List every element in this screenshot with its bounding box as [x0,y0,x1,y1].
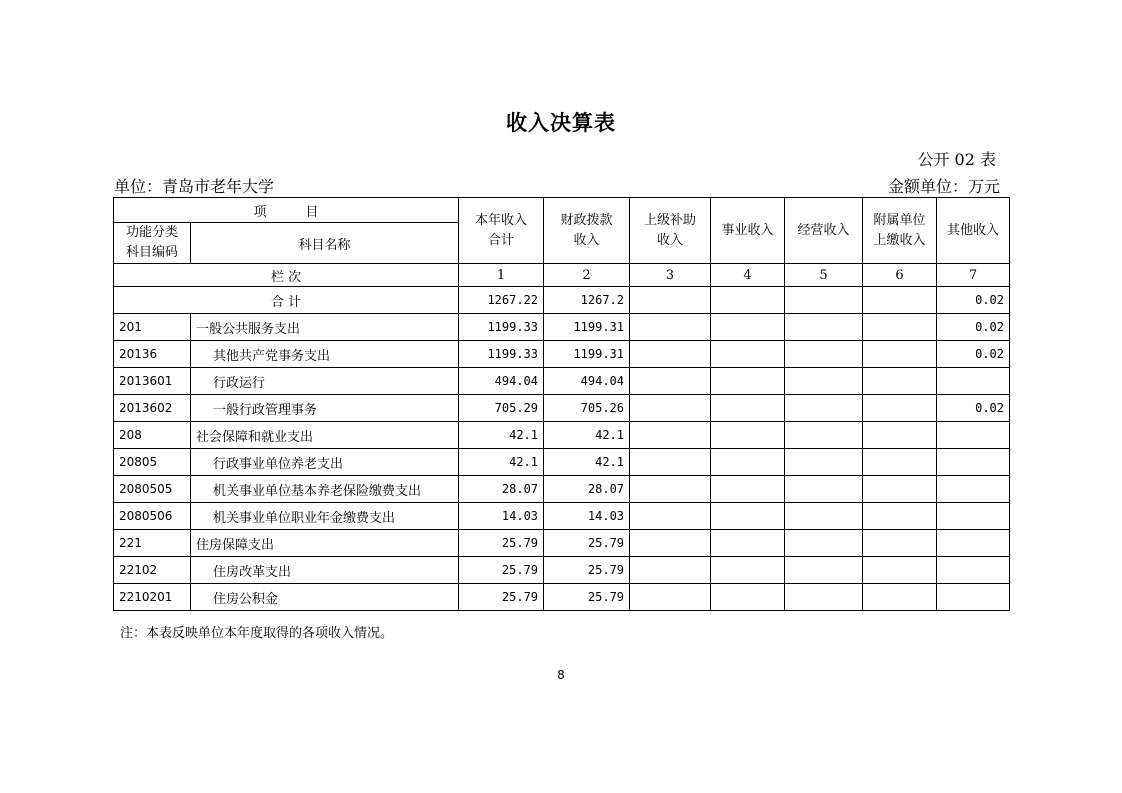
row-name: 机关事业单位职业年金缴费支出 [191,503,459,530]
row-value: 28.07 [544,476,630,503]
row-value [937,584,1010,611]
form-number: 公开 02 表 [917,150,996,169]
row-value [785,503,863,530]
row-value [630,584,711,611]
table-row [114,503,1010,530]
row-value [863,503,937,530]
row-value [863,476,937,503]
row-value [937,557,1010,584]
row-value: 494.04 [459,368,544,395]
total-value: 1267.2 [544,287,630,314]
row-value: 494.04 [544,368,630,395]
row-value: 14.03 [459,503,544,530]
row-code: 2080505 [114,476,191,503]
unit-name: 单位：青岛市老年大学 [114,177,275,196]
table-row [114,368,1010,395]
row-code: 208 [114,422,191,449]
row-value [711,530,785,557]
header-col-2: 财政拨款 收入 [544,198,630,264]
row-value [785,476,863,503]
page-number: 8 [557,668,565,682]
total-value: 0.02 [937,287,1010,314]
table-row [114,422,1010,449]
row-value: 25.79 [459,557,544,584]
header-name: 科目名称 [191,223,459,264]
row-value: 25.79 [544,584,630,611]
row-code: 2013601 [114,368,191,395]
row-name: 行政事业单位养老支出 [191,449,459,476]
row-value [711,368,785,395]
row-value [711,422,785,449]
table-row [114,584,1010,611]
header-col-4: 事业收入 [711,198,785,264]
total-value [785,287,863,314]
row-name: 一般公共服务支出 [191,314,459,341]
row-name: 住房公积金 [191,584,459,611]
row-value [785,422,863,449]
row-code: 2080506 [114,503,191,530]
row-value [785,368,863,395]
amount-unit: 金额单位：万元 [887,177,1000,196]
table-row [114,395,1010,422]
row-value [863,422,937,449]
income-table [113,197,1010,611]
row-value [937,422,1010,449]
row-value [711,314,785,341]
row-value [711,476,785,503]
total-label: 合 计 [114,287,459,314]
table-row [114,557,1010,584]
row-value [711,449,785,476]
row-value [863,530,937,557]
row-value [863,584,937,611]
row-value: 42.1 [544,422,630,449]
row-value [863,368,937,395]
table-row [114,449,1010,476]
row-value [630,314,711,341]
row-value [937,503,1010,530]
row-value [630,476,711,503]
row-value [863,341,937,368]
row-value: 25.79 [459,584,544,611]
row-value [630,449,711,476]
row-value: 0.02 [937,314,1010,341]
row-value [937,530,1010,557]
row-value [630,368,711,395]
row-value [863,449,937,476]
row-value: 25.79 [544,530,630,557]
table-row [114,341,1010,368]
row-value [711,503,785,530]
total-value [711,287,785,314]
header-row-1 [114,198,1010,223]
row-code: 22102 [114,557,191,584]
table-row [114,314,1010,341]
table-row [114,530,1010,557]
row-value [711,557,785,584]
header-col-5: 经营收入 [785,198,863,264]
row-value [711,395,785,422]
row-value [863,314,937,341]
row-value [785,557,863,584]
column-number-row [114,264,1010,287]
row-name: 机关事业单位基本养老保险缴费支出 [191,476,459,503]
row-value [785,314,863,341]
row-value: 1199.33 [459,341,544,368]
row-value [863,395,937,422]
row-value [630,503,711,530]
column-number-label: 栏 次 [114,264,459,287]
row-value [937,368,1010,395]
row-value [711,584,785,611]
row-value [630,341,711,368]
page-title: 收入决算表 [506,111,616,135]
header-item: 项 目 [114,198,459,223]
column-number: 2 [544,264,630,287]
row-name: 行政运行 [191,368,459,395]
row-value: 42.1 [459,449,544,476]
row-name: 住房改革支出 [191,557,459,584]
header-col-1: 本年收入 合计 [459,198,544,264]
table-note: 注：本表反映单位本年度取得的各项收入情况。 [120,626,394,641]
column-number: 5 [785,264,863,287]
row-name: 一般行政管理事务 [191,395,459,422]
row-value [630,422,711,449]
row-value: 1199.31 [544,341,630,368]
row-value: 14.03 [544,503,630,530]
row-code: 2210201 [114,584,191,611]
total-value [630,287,711,314]
row-code: 20805 [114,449,191,476]
row-value: 1199.33 [459,314,544,341]
row-code: 2013602 [114,395,191,422]
row-value: 0.02 [937,395,1010,422]
total-value: 1267.22 [459,287,544,314]
header-col-3: 上级补助 收入 [630,198,711,264]
row-code: 221 [114,530,191,557]
row-value [785,530,863,557]
table-row [114,476,1010,503]
row-value: 42.1 [544,449,630,476]
header-code: 功能分类 科目编码 [114,223,191,264]
row-value [785,341,863,368]
row-code: 201 [114,314,191,341]
row-name: 住房保障支出 [191,530,459,557]
row-value [863,557,937,584]
row-value [937,476,1010,503]
total-row [114,287,1010,314]
row-name: 其他共产党事务支出 [191,341,459,368]
row-value: 28.07 [459,476,544,503]
table-body [114,198,1010,611]
row-value [630,557,711,584]
row-value [785,395,863,422]
row-value [630,395,711,422]
row-value [711,341,785,368]
row-value [630,530,711,557]
column-number: 3 [630,264,711,287]
column-number: 4 [711,264,785,287]
row-value: 705.29 [459,395,544,422]
total-value [863,287,937,314]
row-value [785,449,863,476]
column-number: 7 [937,264,1010,287]
row-value: 705.26 [544,395,630,422]
row-value: 1199.31 [544,314,630,341]
header-col-7: 其他收入 [937,198,1010,264]
row-name: 社会保障和就业支出 [191,422,459,449]
column-number: 1 [459,264,544,287]
row-value: 25.79 [544,557,630,584]
header-col-6: 附属单位 上缴收入 [863,198,937,264]
row-value [785,584,863,611]
column-number: 6 [863,264,937,287]
row-code: 20136 [114,341,191,368]
row-value: 42.1 [459,422,544,449]
row-value: 25.79 [459,530,544,557]
row-value: 0.02 [937,341,1010,368]
row-value [937,449,1010,476]
